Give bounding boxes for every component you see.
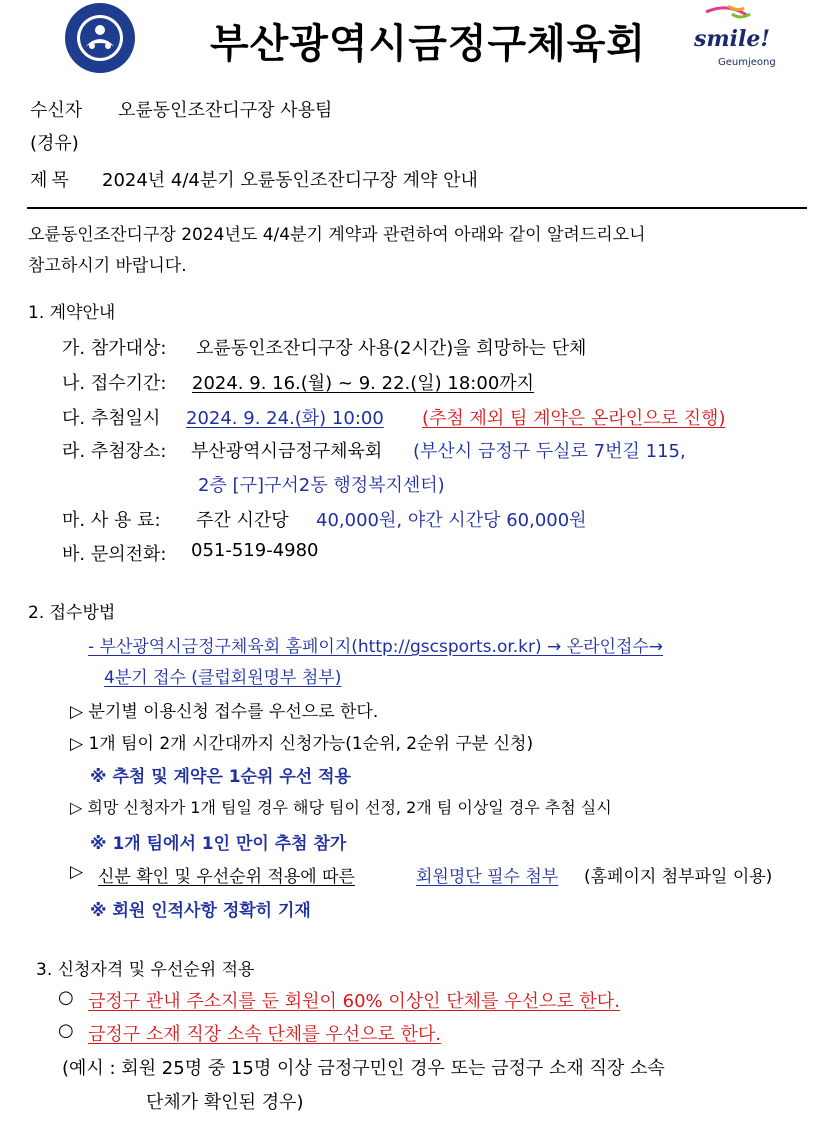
seal-icon bbox=[64, 2, 136, 74]
section2-heading: 2. 접수방법 bbox=[28, 603, 116, 623]
ma-value2: 40,000원, 야간 시간당 60,000원 bbox=[316, 510, 587, 531]
example-line2: 단체가 확인된 경우) bbox=[146, 1092, 304, 1113]
note1: ※ 추첨 및 계약은 1순위 우선 적용 bbox=[90, 767, 351, 787]
na-value: 2024. 9. 16.(월) ~ 9. 22.(일) 18:00까지 bbox=[192, 373, 535, 394]
ra-value: 부산광역시금정구체육회 bbox=[191, 441, 383, 462]
ra-label: 라. 추첨장소: bbox=[62, 441, 167, 462]
intro-line2: 참고하시기 바랍니다. bbox=[28, 256, 187, 276]
ga-value: 오륜동인조잔디구장 사용(2시간)을 희망하는 단체 bbox=[196, 338, 587, 359]
item3: ▷ 희망 신청자가 1개 팀일 경우 해당 팀이 선정, 2개 팀 이상일 경우 추첨 실시 bbox=[70, 798, 612, 817]
org-seal-logo bbox=[64, 2, 136, 74]
intro-line1: 오륜동인조잔디구장 2024년도 4/4분기 계약과 관련하여 아래와 같이 알려드리오니 bbox=[28, 225, 646, 245]
ma-value1: 주간 시간당 bbox=[196, 510, 289, 531]
da-note: (추첨 제외 팀 계약은 온라인으로 진행) bbox=[422, 408, 726, 429]
recipient: 오륜동인조잔디구장 사용팀 bbox=[118, 100, 333, 121]
da-value: 2024. 9. 24.(화) 10:00 bbox=[186, 408, 384, 429]
item1: ▷ 분기별 이용신청 접수를 우선으로 한다. bbox=[70, 702, 379, 722]
rule2: 금정구 소재 직장 소속 단체를 우선으로 한다. bbox=[88, 1024, 442, 1045]
subject-label: 제목 bbox=[30, 170, 73, 191]
method-line2: 4분기 접수 (클럽회원명부 첨부) bbox=[104, 668, 342, 688]
divider bbox=[27, 207, 807, 209]
smile-logo-text: smile! bbox=[694, 26, 771, 52]
org-title: 부산광역시금정구체육회 bbox=[210, 21, 647, 67]
section3-heading: 3. 신청자격 및 우선순위 적용 bbox=[36, 960, 255, 980]
rule1: 금정구 관내 주소지를 둔 회원이 60% 이상인 단체를 우선으로 한다. bbox=[88, 991, 620, 1012]
note2: ※ 1개 팀에서 1인 만이 추첨 참가 bbox=[90, 834, 347, 854]
na-label: 나. 접수기간: bbox=[62, 373, 167, 394]
section1-heading: 1. 계약안내 bbox=[28, 303, 116, 323]
ba-label: 바. 문의전화: bbox=[62, 544, 167, 565]
da-label: 다. 추첨일시 bbox=[62, 408, 161, 429]
item4-a: 신분 확인 및 우선순위 적용에 따른 bbox=[98, 867, 355, 887]
ra-addr1: (부산시 금정구 두실로 7번길 115, bbox=[413, 441, 686, 462]
item2: ▷ 1개 팀이 2개 시간대까지 신청가능(1순위, 2순위 구분 신청) bbox=[70, 734, 534, 754]
smile-logo-sub: Geumjeong bbox=[718, 57, 776, 68]
example-line1: (예시 : 회원 25명 중 15명 이상 금정구민인 경우 또는 금정구 소재 직장 소속 bbox=[62, 1058, 665, 1079]
ga-label: 가. 참가대상: bbox=[62, 338, 167, 359]
subject: 2024년 4/4분기 오륜동인조잔디구장 계약 안내 bbox=[102, 170, 478, 191]
ma-label: 마. 사 용 료: bbox=[62, 510, 161, 531]
ra-addr2: 2층 [구]구서2동 행정복지센터) bbox=[198, 475, 445, 496]
via: (경유) bbox=[30, 133, 79, 154]
rule2-bullet: ○ bbox=[58, 1020, 74, 1041]
ba-value: 051-519-4980 bbox=[191, 540, 319, 561]
smile-logo bbox=[688, 4, 776, 76]
item4-prefix: ▷ bbox=[70, 862, 84, 882]
method-line1[interactable]: - 부산광역시금정구체육회 홈페이지(http://gscsports.or.kr) → 온라인접수→ bbox=[88, 637, 664, 657]
recipient-label: 수신자 bbox=[30, 100, 83, 121]
note3: ※ 회원 인적사항 정확히 기재 bbox=[90, 901, 311, 921]
item4-b: 회원명단 필수 첨부 bbox=[416, 867, 559, 887]
item4-c: (홈페이지 첨부파일 이용) bbox=[584, 867, 773, 887]
rule1-bullet: ○ bbox=[58, 987, 74, 1008]
